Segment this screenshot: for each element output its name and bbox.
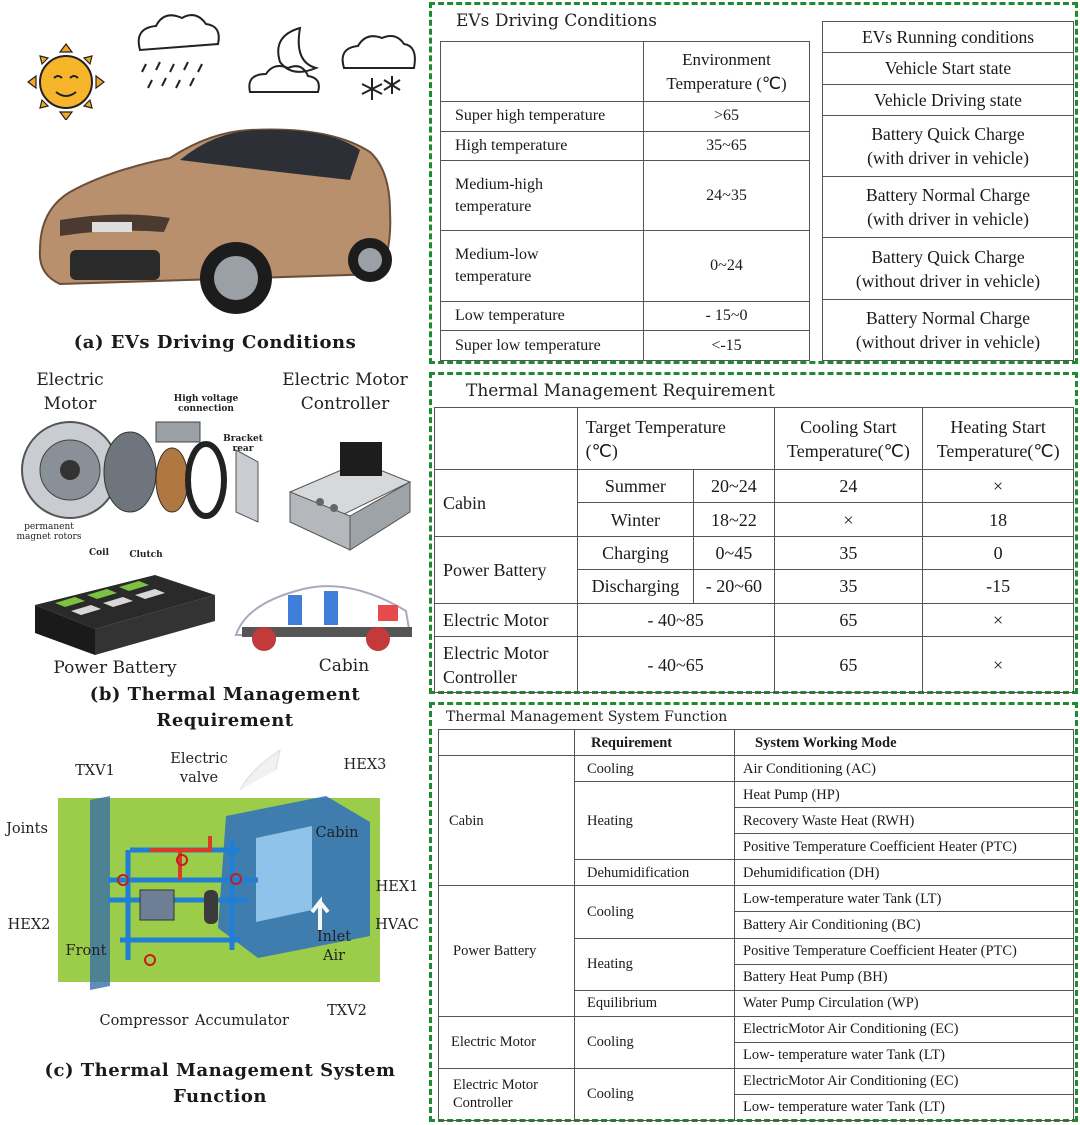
table-row xyxy=(441,331,810,361)
label-front: Front xyxy=(65,943,107,959)
value-cell: × xyxy=(923,603,1074,636)
panel1-title: EVs Driving Conditions xyxy=(456,11,657,31)
mode-cell: ElectricMotor Air Conditioning (EC) xyxy=(735,1016,1074,1042)
mode-cell: Low- temperature water Tank (LT) xyxy=(735,1094,1074,1120)
row-label: Power Battery xyxy=(435,536,578,603)
label-inlet-air: Inlet Air xyxy=(316,929,352,964)
value-cell: 0 xyxy=(923,536,1074,569)
caption-b: (b) Thermal Management Requirement xyxy=(89,684,361,731)
running-item: Vehicle Driving state xyxy=(823,84,1074,115)
label-accumulator: Accumulator xyxy=(195,1013,289,1029)
panel-driving-conditions xyxy=(429,2,1078,364)
req-cell: Cooling xyxy=(575,1016,735,1068)
label-high-voltage: High voltage connection xyxy=(173,394,239,414)
table-row xyxy=(441,131,810,161)
panel2-title: Thermal Management Requirement xyxy=(466,381,775,401)
panel-system-function xyxy=(429,702,1078,1122)
header-working-mode: System Working Mode xyxy=(735,730,1074,756)
running-title: EVs Running conditions xyxy=(823,22,1074,53)
value-cell: - 40~85 xyxy=(577,603,774,636)
table-row xyxy=(435,536,1074,569)
right-tables xyxy=(425,0,1080,1125)
row-label: Electric Motor Controller xyxy=(435,637,578,693)
label-coil: Coil xyxy=(88,548,109,558)
ev-car-image xyxy=(0,100,425,320)
temp-cell: 24~35 xyxy=(644,161,810,231)
label-power-battery: Power Battery xyxy=(53,658,177,678)
header-cooling: Cooling Start Temperature(℃) xyxy=(774,408,923,470)
row-label: Cabin xyxy=(439,756,575,886)
running-item: Battery Quick Charge (without driver in vehicle) xyxy=(823,238,1074,299)
mode-cell: Battery Heat Pump (BH) xyxy=(735,964,1074,990)
header-requirement: Requirement xyxy=(575,730,735,756)
table-row xyxy=(439,1068,1074,1094)
header-heating: Heating Start Temperature(℃) xyxy=(923,408,1074,470)
label-electric-motor: Electric Motor xyxy=(36,370,104,414)
env-header-blank xyxy=(441,42,644,102)
running-item: Vehicle Start state xyxy=(823,53,1074,84)
value-cell: 18 xyxy=(923,503,1074,536)
value-cell: 18~22 xyxy=(694,503,774,536)
cond-cell: Super high temperature xyxy=(441,102,644,132)
cond-cell: High temperature xyxy=(441,131,644,161)
table-row xyxy=(439,756,1074,782)
label-electric-valve: Electric valve xyxy=(170,751,228,786)
table-row xyxy=(439,1016,1074,1042)
mode-cell: Low-temperature water Tank (LT) xyxy=(735,886,1074,912)
label-compressor: Compressor xyxy=(99,1013,189,1029)
sub-label: Discharging xyxy=(577,570,694,603)
left-illustrations xyxy=(0,0,425,1125)
caption-a: (a) EVs Driving Conditions xyxy=(73,332,357,353)
req-header-blank xyxy=(435,408,578,470)
req-cell: Cooling xyxy=(575,756,735,782)
label-joints: Joints xyxy=(6,821,48,837)
row-label: Cabin xyxy=(435,470,578,537)
mode-cell: Heat Pump (HP) xyxy=(735,782,1074,808)
req-cell: Heating xyxy=(575,938,735,990)
label-electric-motor-controller: Electric Motor Controller xyxy=(282,370,408,414)
label-hex2: HEX2 xyxy=(7,917,51,933)
mode-cell: Air Conditioning (AC) xyxy=(735,756,1074,782)
mode-cell: ElectricMotor Air Conditioning (EC) xyxy=(735,1068,1074,1094)
mode-cell: Dehumidification (DH) xyxy=(735,860,1074,886)
value-cell: 65 xyxy=(774,637,923,693)
value-cell: × xyxy=(923,470,1074,503)
mode-cell: Battery Air Conditioning (BC) xyxy=(735,912,1074,938)
row-label: Electric Motor xyxy=(435,603,578,636)
mode-cell: Water Pump Circulation (WP) xyxy=(735,990,1074,1016)
value-cell: 35 xyxy=(774,570,923,603)
value-cell: 24 xyxy=(774,470,923,503)
label-hex1: HEX1 xyxy=(375,879,419,895)
running-item: Battery Normal Charge (without driver in vehicle) xyxy=(823,299,1074,360)
value-cell: 35 xyxy=(774,536,923,569)
cond-cell: Medium-low temperature xyxy=(441,231,644,301)
table-row xyxy=(439,886,1074,912)
temp-cell: <-15 xyxy=(644,331,810,361)
value-cell: - 40~65 xyxy=(577,637,774,693)
value-cell: 65 xyxy=(774,603,923,636)
label-cabin-b: Cabin xyxy=(318,656,370,676)
label-permanent-magnet: permanent magnet rotors xyxy=(16,522,82,542)
mode-cell: Recovery Waste Heat (RWH) xyxy=(735,808,1074,834)
temp-cell: 0~24 xyxy=(644,231,810,301)
sub-label: Summer xyxy=(577,470,694,503)
thermal-requirement-table xyxy=(434,407,1074,693)
running-item: Battery Quick Charge (with driver in vehicle) xyxy=(823,115,1074,176)
table-row xyxy=(441,161,810,231)
table-row xyxy=(435,603,1074,636)
temp-cell: >65 xyxy=(644,102,810,132)
value-cell: × xyxy=(774,503,923,536)
running-conditions-table xyxy=(822,21,1074,361)
req-cell: Dehumidification xyxy=(575,860,735,886)
cond-cell: Low temperature xyxy=(441,301,644,331)
cabin-image xyxy=(228,565,418,655)
table-row xyxy=(435,637,1074,693)
sub-label: Charging xyxy=(577,536,694,569)
panel-thermal-requirement xyxy=(429,372,1078,694)
mode-cell: Positive Temperature Coefficient Heater (PTC) xyxy=(735,834,1074,860)
row-label: Power Battery xyxy=(439,886,575,1016)
req-cell: Cooling xyxy=(575,886,735,938)
cond-cell: Super low temperature xyxy=(441,331,644,361)
label-hvac: HVAC xyxy=(375,917,419,933)
req-cell: Equilibrium xyxy=(575,990,735,1016)
label-bracket-rear: Bracket rear xyxy=(223,434,263,454)
caption-c: (c) Thermal Management System Function xyxy=(44,1060,396,1107)
table-row xyxy=(441,301,810,331)
row-label: Electric Motor xyxy=(439,1016,575,1068)
env-header: Environment Temperature (℃) xyxy=(644,42,810,102)
label-hex3: HEX3 xyxy=(343,757,387,773)
mode-cell: Low- temperature water Tank (LT) xyxy=(735,1042,1074,1068)
req-cell: Heating xyxy=(575,782,735,860)
temp-cell: - 15~0 xyxy=(644,301,810,331)
cond-cell: Medium-high temperature xyxy=(441,161,644,231)
label-cabin-c: Cabin xyxy=(315,825,359,841)
snow-cloud-icon xyxy=(343,36,415,100)
label-clutch: Clutch xyxy=(129,550,163,560)
table-row xyxy=(441,102,810,132)
value-cell: -15 xyxy=(923,570,1074,603)
table-row xyxy=(441,231,810,301)
value-cell: - 20~60 xyxy=(694,570,774,603)
header-target: Target Temperature (℃) xyxy=(577,408,774,470)
panel3-title: Thermal Management System Function xyxy=(446,709,728,725)
func-header-blank xyxy=(439,730,575,756)
system-function-table xyxy=(438,729,1074,1121)
sub-label: Winter xyxy=(577,503,694,536)
temp-cell: 35~65 xyxy=(644,131,810,161)
label-txv1: TXV1 xyxy=(75,763,115,779)
power-battery-image xyxy=(25,565,225,655)
running-item: Battery Normal Charge (with driver in vehicle) xyxy=(823,177,1074,238)
rain-cloud-icon xyxy=(139,15,219,88)
motor-controller-image xyxy=(280,432,420,562)
label-txv2: TXV2 xyxy=(327,1003,367,1019)
row-label: Electric Motor Controller xyxy=(439,1068,575,1120)
req-cell: Cooling xyxy=(575,1068,735,1120)
table-row xyxy=(435,470,1074,503)
value-cell: × xyxy=(923,637,1074,693)
value-cell: 20~24 xyxy=(694,470,774,503)
mode-cell: Positive Temperature Coefficient Heater (PTC) xyxy=(735,938,1074,964)
env-temperature-table xyxy=(440,41,810,361)
moon-cloud-icon xyxy=(249,28,319,92)
value-cell: 0~45 xyxy=(694,536,774,569)
